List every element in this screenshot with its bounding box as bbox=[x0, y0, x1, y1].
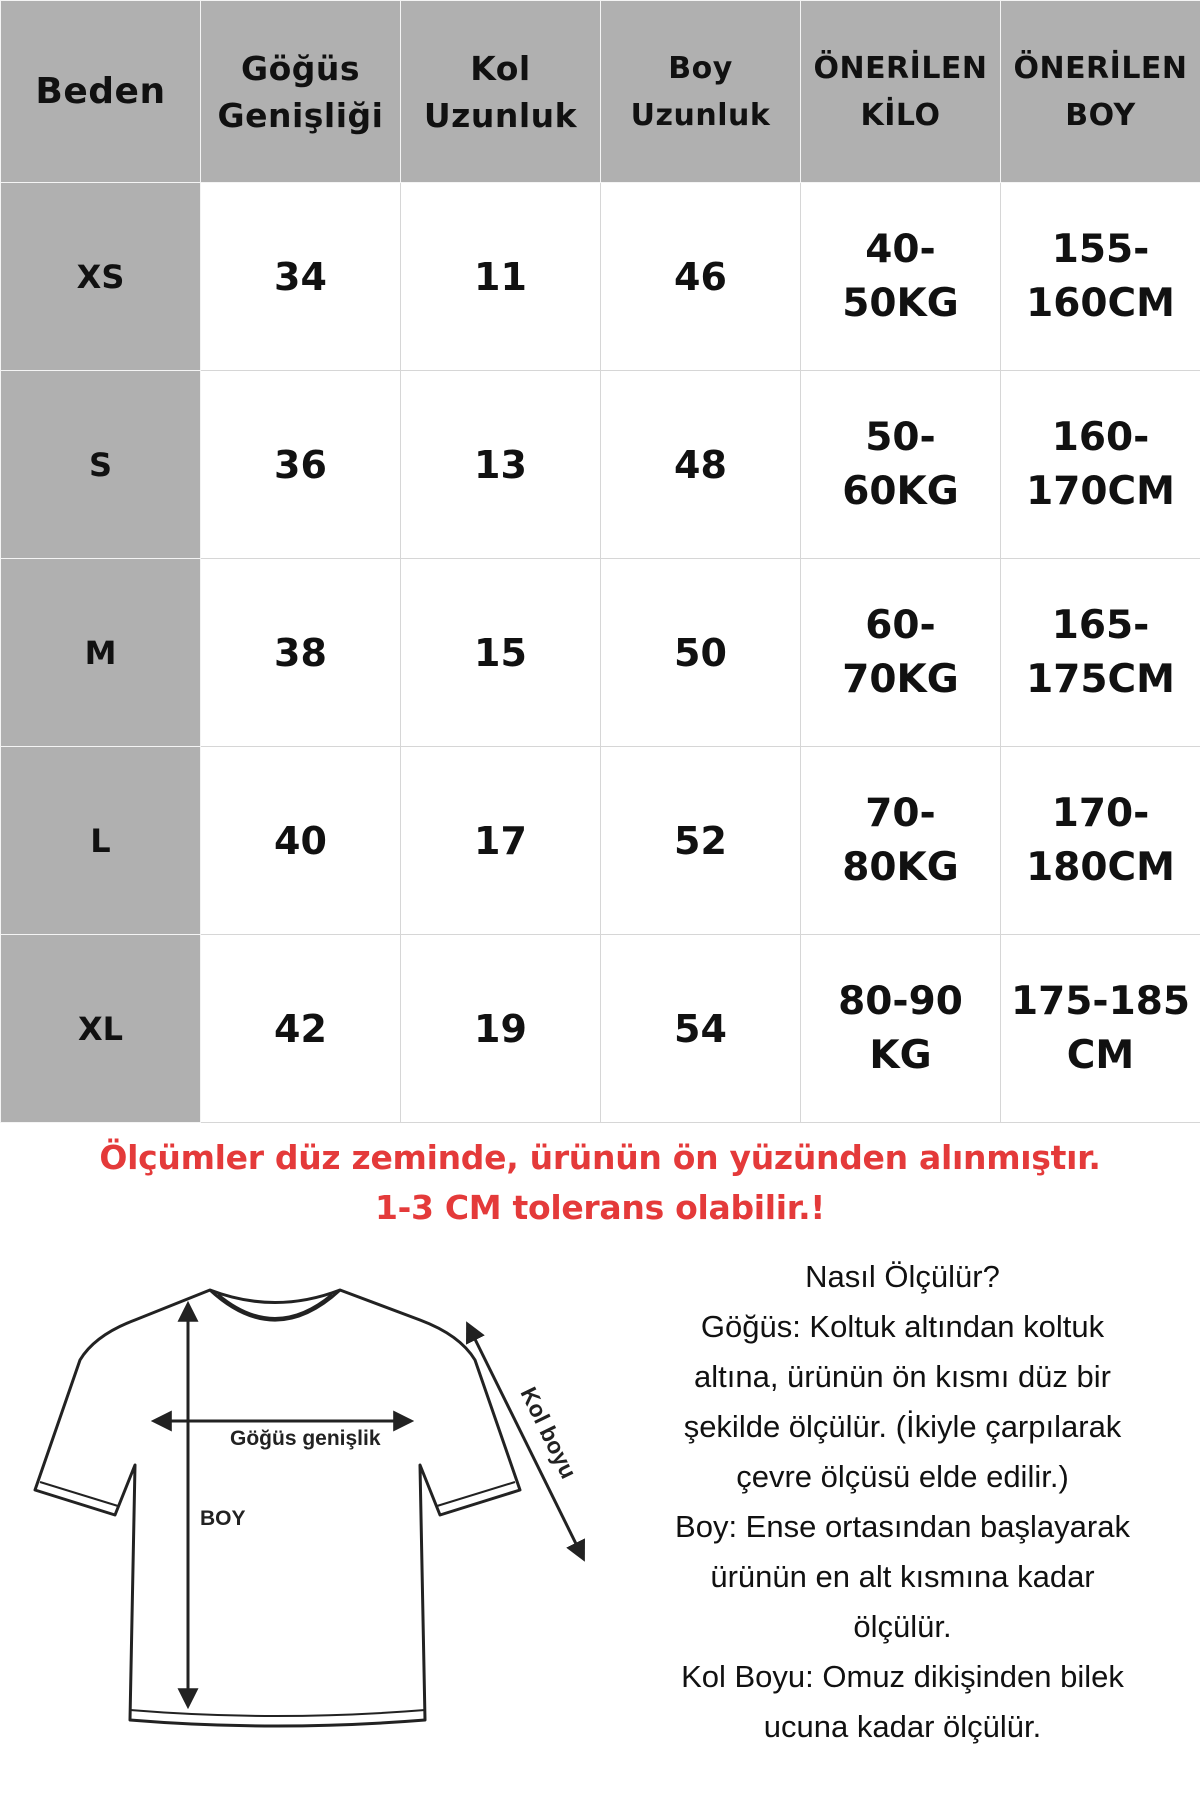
length-label: BOY bbox=[200, 1507, 246, 1530]
length-cell: 52 bbox=[601, 747, 801, 935]
instruction-line: Boy: Ense ortasından başlayarak bbox=[675, 1509, 1130, 1544]
size-cell: XL bbox=[1, 935, 201, 1123]
table-row bbox=[1, 747, 1200, 935]
tolerance-note: 1-3 CM tolerans olabilir.! bbox=[374, 1188, 826, 1227]
header-kol: Kol Uzunluk bbox=[401, 1, 601, 183]
measurement-note: Ölçümler düz zeminde, ürünün ön yüzünden alınmıştır. bbox=[99, 1138, 1101, 1177]
length-cell: 48 bbox=[601, 371, 801, 559]
instructions-title: Nasıl Ölçülür? bbox=[805, 1259, 1000, 1294]
measurement-instructions bbox=[630, 1252, 1175, 1752]
weight-cell: 40- 50KG bbox=[801, 183, 1001, 371]
height-cell: 155- 160CM bbox=[1001, 183, 1200, 371]
length-cell: 46 bbox=[601, 183, 801, 371]
instruction-line: ucuna kadar ölçülür. bbox=[763, 1709, 1042, 1744]
sleeve-cell: 19 bbox=[401, 935, 601, 1123]
header-onerilen-boy: ÖNERİLEN BOY bbox=[1001, 1, 1200, 183]
instruction-line: çevre ölçüsü elde edilir.) bbox=[736, 1459, 1069, 1494]
height-cell: 175-185 CM bbox=[1001, 935, 1200, 1123]
header-beden: Beden bbox=[1, 1, 201, 183]
header-boy: Boy Uzunluk bbox=[601, 1, 801, 183]
weight-cell: 80-90 KG bbox=[801, 935, 1001, 1123]
weight-cell: 70- 80KG bbox=[801, 747, 1001, 935]
chest-label: Göğüs genişlik bbox=[230, 1427, 381, 1450]
tshirt-diagram bbox=[20, 1260, 620, 1760]
instruction-line: altına, ürünün ön kısmı düz bir bbox=[693, 1359, 1111, 1394]
table-row bbox=[1, 935, 1200, 1123]
chest-cell: 34 bbox=[201, 183, 401, 371]
instruction-line: şekilde ölçülür. (İkiyle çarpılarak bbox=[683, 1409, 1122, 1444]
chest-cell: 36 bbox=[201, 371, 401, 559]
sleeve-cell: 11 bbox=[401, 183, 601, 371]
instruction-line: ürünün en alt kısmına kadar bbox=[710, 1559, 1095, 1594]
sleeve-label: Kol boyu bbox=[515, 1382, 583, 1483]
chest-cell: 38 bbox=[201, 559, 401, 747]
sleeve-cell: 13 bbox=[401, 371, 601, 559]
header-gogus: Göğüs Genişliği bbox=[201, 1, 401, 183]
size-cell: M bbox=[1, 559, 201, 747]
size-cell: S bbox=[1, 371, 201, 559]
header-onerilen-kilo: ÖNERİLEN KİLO bbox=[801, 1, 1001, 183]
weight-cell: 60- 70KG bbox=[801, 559, 1001, 747]
instruction-line: Göğüs: Koltuk altından koltuk bbox=[700, 1309, 1105, 1344]
sleeve-cell: 17 bbox=[401, 747, 601, 935]
chest-cell: 42 bbox=[201, 935, 401, 1123]
chest-cell: 40 bbox=[201, 747, 401, 935]
table-row bbox=[1, 559, 1200, 747]
length-cell: 50 bbox=[601, 559, 801, 747]
sleeve-cell: 15 bbox=[401, 559, 601, 747]
tshirt-outline bbox=[35, 1290, 520, 1726]
height-cell: 160- 170CM bbox=[1001, 371, 1200, 559]
table-row bbox=[1, 371, 1200, 559]
weight-cell: 50- 60KG bbox=[801, 371, 1001, 559]
length-cell: 54 bbox=[601, 935, 801, 1123]
size-cell: XS bbox=[1, 183, 201, 371]
instruction-line: ölçülür. bbox=[853, 1609, 952, 1644]
height-cell: 165- 175CM bbox=[1001, 559, 1200, 747]
instruction-line: Kol Boyu: Omuz dikişinden bilek bbox=[681, 1659, 1124, 1694]
header-row bbox=[1, 1, 1200, 183]
height-cell: 170- 180CM bbox=[1001, 747, 1200, 935]
table-row bbox=[1, 183, 1200, 371]
size-cell: L bbox=[1, 747, 201, 935]
